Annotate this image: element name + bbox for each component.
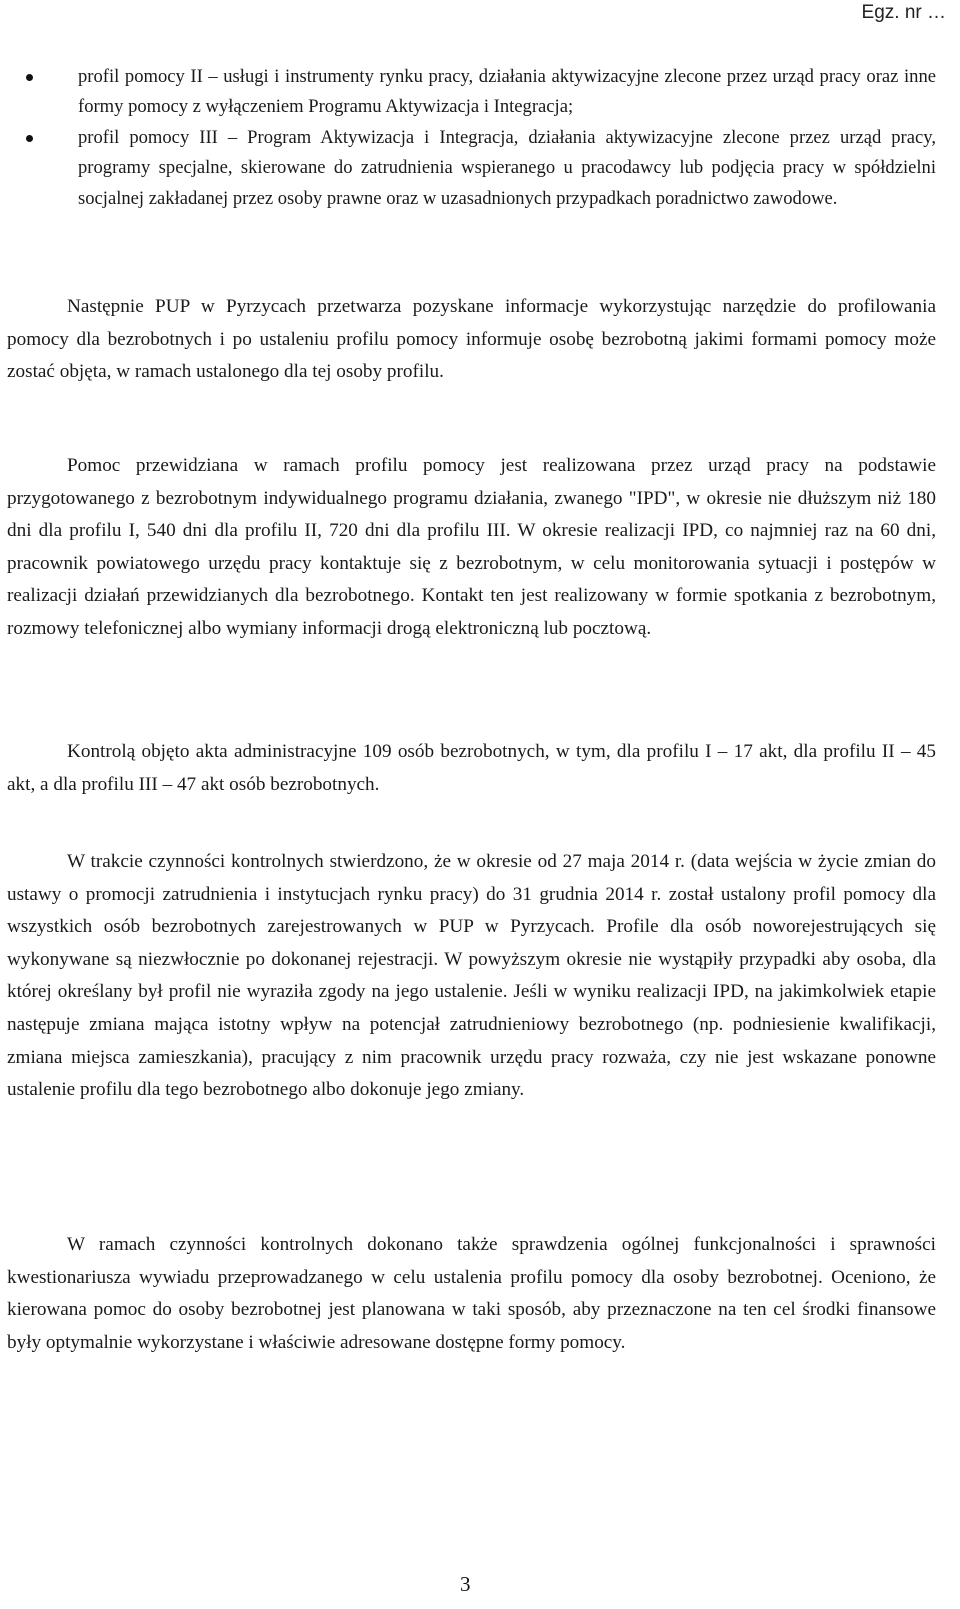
paragraph: W ramach czynności kontrolnych dokonano także sprawdzenia ogólnej funkcjonalności i sprawności kwestionariusza wywiadu przeprowadzanego w celu ustalenia profilu pomocy dla osoby bezrobotnej. Oceniono, że kierowana pomoc do osoby bezrobotnej jest planowana w taki sposób, aby przeznaczone na ten cel środki finansowe były optymalnie wykorzystane i właściwie adresowane dostępne formy pomocy. [7,1234,936,1353]
list-item-text: profil pomocy III – Program Aktywizacja i Integracja, działania aktywizacyjne zlecone przez urząd pracy, programy specjalne, skierowane do zatrudnienia wspieranego u pracodawcy lub podjęcia pracy w spółdzielni socjalnej zakładanej przez osoby prawne oraz w uzasadnionych przypadkach poradnictwo zawodowe. [78,126,936,209]
paragraph: Kontrolą objęto akta administracyjne 109 osób bezrobotnych, w tym, dla profilu I – 17 akt, dla profilu II – 45 akt, a dla profilu III – 47 akt osób bezrobotnych. [7,741,936,795]
paragraph: Pomoc przewidziana w ramach profilu pomocy jest realizowana przez urząd pracy na podstawie przygotowanego z bezrobotnym indywidualnego programu działania, zwanego "IPD", w okresie nie dłuższym niż 180 dni dla profilu I, 540 dni dla profilu II, 720 dni dla profilu III. W okresie realizacji IPD, co najmniej raz na 60 dni, pracownik powiatowego urzędu pracy kontaktuje się z bezrobotnym, w celu monitorowania sytuacji i postępów w realizacji działań przewidzianych dla bezrobotnego. Kontakt ten jest realizowany w formie spotkania z bezrobotnym, rozmowy telefonicznej albo wymiany informacji drogą elektroniczną lub pocztową. [7,455,936,639]
list-item-text: profil pomocy II – usługi i instrumenty rynku pracy, działania aktywizacyjne zlecone przez urząd pracy oraz inne formy pomocy z wyłączeniem Programu Aktywizacja i Integracja; [78,66,936,118]
paragraph: W trakcie czynności kontrolnych stwierdzono, że w okresie od 27 maja 2014 r. (data wejścia w życie zmian do ustawy o promocji zatrudnienia i instytucjach rynku pracy) do 31 grudnia 2014 r. został ustalony profil pomocy dla wszystkich osób bezrobotnych zarejestrowanych w PUP w Pyrzycach. Profile dla osób noworejestrujących się wykonywane są niezwłocznie po dokonanej rejestracji. W powyższym okresie nie wystąpiły przypadki aby osoba, dla której określany był profil nie wyraziła zgody na jego ustalenie. Jeśli w wyniku realizacji IPD, na jakimkolwiek etapie następuje zmiana mająca istotny wpływ na potencjał zatrudnieniowy bezrobotnego (np. podniesienie kwalifikacji, zmiana miejsca zamieszkania), pracujący z nim pracownik urzędu pracy rozważa, czy nie jest wskazane ponowne ustalenie profilu dla tego bezrobotnego albo dokonuje jego zmiany. [7,851,936,1101]
paragraph: Następnie PUP w Pyrzycach przetwarza pozyskane informacje wykorzystując narzędzie do profilowania pomocy dla bezrobotnych i po ustaleniu profilu pomocy informuje osobę bezrobotną jakimi formami pomocy może zostać objęta, w ramach ustalonego dla tej osoby profilu. [7,296,936,383]
list-item [78,62,936,123]
bullet-icon [26,135,33,142]
copy-number-label: Egz. nr … [861,2,946,23]
profile-list [78,62,936,214]
page-number: 3 [460,1572,471,1596]
bullet-icon [26,74,33,81]
list-item [78,123,936,214]
